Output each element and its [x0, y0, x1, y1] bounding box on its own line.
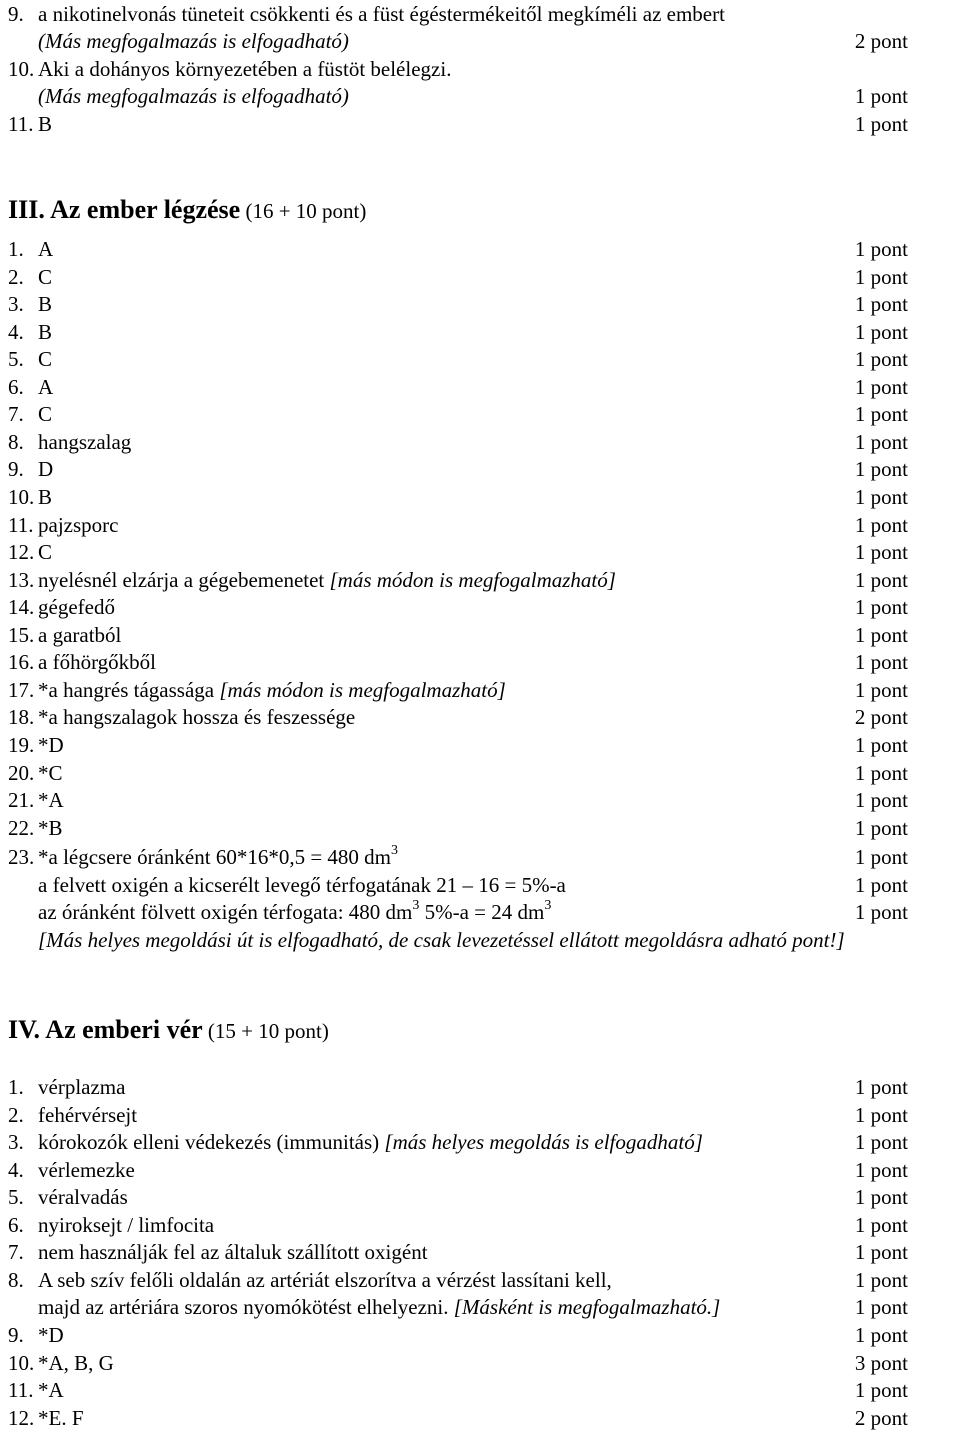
answer-row — [0, 318, 960, 346]
item-answer — [38, 235, 53, 263]
item-number: 11. — [8, 112, 34, 136]
answer-row — [0, 290, 960, 318]
item-answer-text: vérplazma — [38, 1075, 126, 1099]
item-points: 1 pont — [854, 788, 908, 812]
section-points: (16 + 10 pont) — [245, 199, 367, 223]
item-points: 1 pont — [854, 319, 908, 344]
item-answer-text: *A — [38, 788, 64, 812]
item-number: 22. — [8, 815, 35, 840]
item-points: 1 pont — [854, 540, 908, 564]
item-number: 20. — [8, 760, 35, 785]
item-number: 5. — [8, 347, 24, 372]
calc-text-a: az óránként fölvett oxigén térfogata: 480 dm — [38, 900, 413, 924]
calc-superscript: 3 — [412, 898, 420, 913]
item-answer — [38, 566, 616, 594]
section-roman: IV. — [8, 1015, 41, 1044]
top-row — [0, 110, 960, 138]
item-answer — [38, 400, 52, 428]
item-answer — [38, 538, 52, 566]
top-row — [0, 27, 960, 55]
item-answer-text: A — [38, 374, 54, 399]
item-answer-text: *C — [38, 760, 63, 785]
calc-superscript: 3 — [544, 898, 552, 913]
item-number: 9. — [8, 2, 24, 26]
section-heading-iv — [8, 1012, 329, 1048]
item-answer — [38, 483, 52, 511]
answer-row — [0, 566, 960, 594]
item-answer — [38, 648, 156, 676]
item-points: 1 pont — [854, 1323, 908, 1347]
item-answer — [38, 428, 131, 456]
item-number: 6. — [8, 1212, 24, 1237]
top-row — [0, 82, 960, 110]
item-points: 1 pont — [854, 900, 908, 924]
item-answer-note: [más módon is megfogalmazható] — [329, 567, 616, 592]
item-points: 1 pont — [854, 402, 908, 427]
item-points: 1 pont — [854, 595, 908, 620]
item-number: 1. — [8, 237, 24, 261]
calc-text-main: *a légcsere óránként 60*16*0,5 = 480 dm — [38, 845, 392, 869]
item-points: 1 pont — [854, 347, 908, 372]
item-number: 10. — [8, 1350, 35, 1375]
section-title: Az ember légzése — [50, 195, 241, 224]
item-answer — [38, 1293, 720, 1321]
calc-text — [38, 843, 398, 871]
section-heading-iii — [8, 192, 366, 228]
answer-row — [0, 1128, 960, 1156]
item-number: 10. — [8, 57, 35, 81]
item-answer — [38, 511, 118, 539]
item-answer-text: pajzsporc — [38, 512, 119, 537]
item-answer-text: B — [38, 319, 53, 344]
item-number: 18. — [8, 705, 35, 730]
item-points: 1 pont — [854, 567, 908, 592]
section-title: Az emberi vér — [45, 1015, 203, 1044]
item-answer: Aki a dohányos környezetében a füstöt belélegzi. — [38, 57, 452, 81]
item-points: 1 pont — [854, 1378, 908, 1402]
item-number: 1. — [8, 1075, 24, 1099]
calc-superscript: 3 — [391, 843, 399, 858]
item-number: 21. — [8, 788, 35, 812]
item-answer-text: nyelésnél elzárja a gégebemenetet — [38, 567, 330, 592]
item-points: 1 pont — [854, 1240, 908, 1265]
item-points: 1 pont — [854, 512, 908, 537]
item-answer-text: majd az artériára szoros nyomókötést elhelyezni. — [38, 1295, 454, 1320]
item-answer — [38, 814, 63, 842]
item-answer — [38, 1238, 428, 1266]
calc-text: a felvett oxigén a kicserélt levegő térfogatának 21 – 16 = 5%-a — [38, 873, 566, 897]
item-answer — [38, 263, 52, 291]
item-number: 12. — [8, 540, 35, 564]
answer-row — [0, 1183, 960, 1211]
calc-note — [0, 926, 960, 954]
item-number: 10. — [8, 485, 35, 509]
item-points: 1 pont — [854, 457, 908, 482]
answer-row — [0, 731, 960, 759]
answer-row — [0, 1101, 960, 1129]
item-number: 12. — [8, 1405, 35, 1430]
answer-row — [0, 1349, 960, 1377]
item-answer-text: A seb szív felőli oldalán az artériát elszorítva a vérzést lassítani kell, — [38, 1267, 612, 1292]
item-answer-note: [Másként is megfogalmazható.] — [453, 1295, 721, 1320]
item-answer — [38, 731, 64, 759]
item-answer-text: C — [38, 264, 53, 289]
answer-row — [0, 235, 960, 263]
item-points: 1 pont — [854, 845, 908, 869]
calc-text — [38, 898, 551, 926]
answer-row — [0, 345, 960, 373]
item-answer-text: *a hangrés tágassága — [38, 677, 220, 702]
item-answer-text: kórokozók elleni védekezés (immunitás) — [38, 1130, 385, 1155]
item-points: 1 pont — [854, 485, 908, 509]
top-row — [0, 55, 960, 83]
answer-row — [0, 1293, 960, 1321]
answer-row — [0, 648, 960, 676]
item-points: 1 pont — [854, 1185, 908, 1210]
item-answer-text: *B — [38, 815, 63, 840]
answer-row — [0, 400, 960, 428]
item-answer — [38, 1128, 703, 1156]
answer-row — [0, 483, 960, 511]
item-answer — [38, 676, 506, 704]
item-answer — [38, 703, 355, 731]
item-answer — [38, 593, 115, 621]
item-answer-text: gégefedő — [38, 595, 115, 620]
item-number: 7. — [8, 1240, 24, 1265]
answer-row — [0, 1404, 960, 1432]
item-number: 14. — [8, 595, 35, 620]
item-number: 4. — [8, 319, 24, 344]
item-points: 1 pont — [854, 677, 908, 702]
answer-row — [0, 621, 960, 649]
answer-row — [0, 455, 960, 483]
item-answer-note: [más helyes megoldás is elfogadható] — [384, 1130, 703, 1155]
item-number: 15. — [8, 622, 35, 647]
item-points: 1 pont — [854, 237, 908, 261]
item-answer-text: *E. F — [38, 1405, 84, 1430]
item-number: 23. — [8, 845, 35, 869]
item-answer-text: C — [38, 540, 53, 564]
item-points: 1 pont — [854, 873, 908, 897]
item-points: 1 pont — [854, 1295, 908, 1320]
item-answer — [38, 1073, 125, 1101]
item-number: 9. — [8, 457, 24, 482]
item-answer-text: nem használják fel az általuk szállított oxigént — [38, 1240, 428, 1265]
item-answer — [38, 1404, 84, 1432]
answer-row — [0, 593, 960, 621]
answer-row — [0, 511, 960, 539]
item-points: 1 pont — [854, 84, 908, 108]
item-answer-note: [más módon is megfogalmazható] — [219, 677, 506, 702]
item-answer-text: a garatból — [38, 622, 122, 647]
item-answer-text: D — [38, 457, 54, 482]
item-answer-text: fehérvérsejt — [38, 1102, 138, 1127]
item-points: 1 pont — [854, 650, 908, 675]
item-answer-text: C — [38, 402, 53, 427]
item-number: 8. — [8, 429, 24, 454]
item-number: 3. — [8, 292, 24, 317]
item-answer — [38, 786, 64, 814]
answer-row — [0, 1211, 960, 1239]
item-number: 16. — [8, 650, 35, 675]
item-answer-text: C — [38, 347, 53, 372]
item-answer-text: *D — [38, 1323, 64, 1347]
item-points: 1 pont — [854, 374, 908, 399]
item-number: 8. — [8, 1267, 24, 1292]
calc-line-3 — [0, 898, 960, 926]
item-number: 5. — [8, 1185, 24, 1210]
item-answer — [38, 373, 53, 401]
answer-row — [0, 373, 960, 401]
item-points: 1 pont — [854, 292, 908, 317]
answer-row — [0, 1156, 960, 1184]
item-answer: a nikotinelvonás tüneteit csökkenti és a füst égéstermékeitől megkíméli az embert — [38, 2, 725, 26]
item-answer — [38, 1211, 214, 1239]
item-answer-text: nyiroksejt / limfocita — [38, 1212, 215, 1237]
calc-line-2 — [0, 871, 960, 899]
item-points: 1 pont — [854, 732, 908, 757]
top-row — [0, 0, 960, 28]
answer-row — [0, 759, 960, 787]
item-answer: B — [38, 112, 53, 136]
item-answer-text: *D — [38, 732, 64, 757]
item-answer-text: hangszalag — [38, 429, 132, 454]
item-points: 1 pont — [854, 622, 908, 647]
item-points: 3 pont — [854, 1350, 908, 1375]
calc-note-text: [Más helyes megoldási út is elfogadható, de csak levezetéssel ellátott megoldásra adható pont!] — [38, 928, 845, 952]
item-answer — [38, 1156, 135, 1184]
item-points: 2 pont — [854, 29, 908, 53]
item-answer — [38, 1376, 64, 1404]
item-answer — [38, 1183, 128, 1211]
answer-row — [0, 703, 960, 731]
item-points: 1 pont — [854, 1075, 908, 1099]
item-number: 2. — [8, 1102, 24, 1127]
item-answer-text: *A — [38, 1378, 64, 1402]
item-points: 1 pont — [854, 264, 908, 289]
answer-row — [0, 786, 960, 814]
section-points: (15 + 10 pont) — [207, 1019, 329, 1043]
answer-row — [0, 676, 960, 704]
item-answer-text: B — [38, 485, 53, 509]
answer-row — [0, 1238, 960, 1266]
answer-row — [0, 263, 960, 291]
item-points: 2 pont — [854, 1405, 908, 1430]
answer-row — [0, 1266, 960, 1294]
item-number: 6. — [8, 374, 24, 399]
item-answer — [38, 621, 121, 649]
item-number: 17. — [8, 677, 35, 702]
item-number: 11. — [8, 512, 34, 537]
item-answer-text: véralvadás — [38, 1185, 128, 1210]
item-points: 1 pont — [854, 1130, 908, 1155]
item-answer-text: *A, B, G — [38, 1350, 114, 1375]
item-answer-text: a főhörgőkből — [38, 650, 157, 675]
item-answer — [38, 290, 52, 318]
item-number: 7. — [8, 402, 24, 427]
item-number: 9. — [8, 1323, 24, 1347]
item-number: 4. — [8, 1157, 24, 1182]
item-points: 1 pont — [854, 1157, 908, 1182]
answer-row — [0, 1073, 960, 1101]
item-points: 1 pont — [854, 429, 908, 454]
item-points: 1 pont — [854, 760, 908, 785]
answer-row — [0, 1376, 960, 1404]
item-points: 1 pont — [854, 1212, 908, 1237]
answer-row — [0, 1321, 960, 1349]
item-answer-text: *a hangszalagok hossza és feszessége — [38, 705, 356, 730]
section-roman: III. — [8, 195, 45, 224]
item-points: 1 pont — [854, 112, 908, 136]
item-points: 1 pont — [854, 1102, 908, 1127]
item-answer-text: A — [38, 237, 54, 261]
calc-text-b: 5%-a = 24 dm — [419, 900, 545, 924]
item-answer — [38, 318, 52, 346]
item-answer — [38, 455, 53, 483]
answer-row — [0, 538, 960, 566]
item-answer — [38, 1101, 137, 1129]
item-answer — [38, 345, 52, 373]
item-answer: (Más megfogalmazás is elfogadható) — [38, 29, 349, 53]
item-number: 19. — [8, 732, 35, 757]
answer-row — [0, 428, 960, 456]
item-number: 13. — [8, 567, 35, 592]
item-answer-text: vérlemezke — [38, 1157, 135, 1182]
answer-row — [0, 814, 960, 842]
item-answer-text: B — [38, 292, 53, 317]
item-points: 1 pont — [854, 815, 908, 840]
item-number: 11. — [8, 1378, 34, 1402]
item-answer — [38, 1349, 114, 1377]
calc-line-1 — [0, 843, 960, 871]
item-answer: (Más megfogalmazás is elfogadható) — [38, 84, 349, 108]
item-number: 3. — [8, 1130, 24, 1155]
item-answer — [38, 1266, 612, 1294]
item-answer — [38, 1321, 64, 1349]
item-number: 2. — [8, 264, 24, 289]
item-answer — [38, 759, 63, 787]
item-points: 1 pont — [854, 1267, 908, 1292]
item-points: 2 pont — [854, 705, 908, 730]
